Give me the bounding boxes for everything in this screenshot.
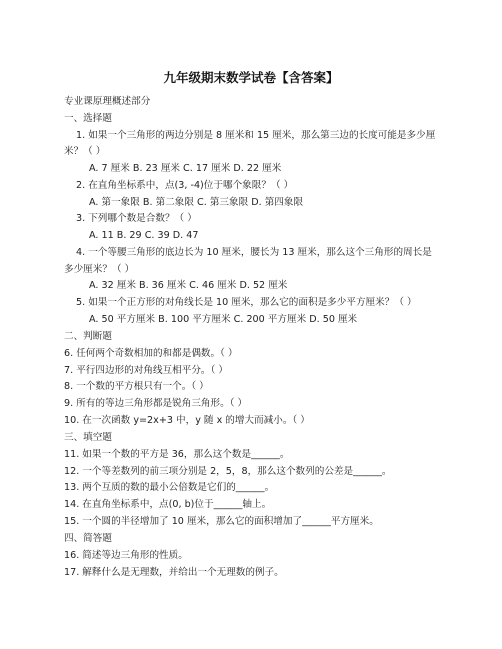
question-17: 17. 解释什么是无理数，并给出一个无理数的例子。 <box>64 567 284 578</box>
subtitle: 专业课原理概述部分 <box>64 96 151 107</box>
question-7: 7. 平行四边形的对角线互相平分。（ ） <box>64 365 228 376</box>
question-2: 2. 在直角坐标系中，点(3, -4)位于哪个象限？（ ） <box>76 180 294 191</box>
question-6: 6. 任何两个奇数相加的和都是偶数。（ ） <box>64 348 238 359</box>
question-12: 12. 一个等差数列的前三项分别是 2，5，8，那么这个数列的公差是______。 <box>64 466 392 477</box>
question-4-line-1: 4. 一个等腰三角形的底边长为 10 厘米，腰长为 13 厘米，那么这个三角形的周长是 <box>76 247 432 258</box>
section-heading-judge: 二、判断题 <box>64 331 112 342</box>
question-3-options: A. 11 B. 29 C. 39 D. 47 <box>89 230 199 241</box>
question-14: 14. 在直角坐标系中，点(0, b)位于______轴上。 <box>64 499 272 510</box>
question-4-line-2: 多少厘米？（ ） <box>64 264 135 275</box>
question-1-options: A. 7 厘米 B. 23 厘米 C. 17 厘米 D. 22 厘米 <box>89 163 282 174</box>
question-10: 10. 在一次函数 y=2x+3 中，y 随 x 的增大而减小。（ ） <box>64 415 310 426</box>
page-title: 九年级期末数学试卷【含答案】 <box>163 70 339 85</box>
question-4-options: A. 32 厘米 B. 36 厘米 C. 46 厘米 D. 52 厘米 <box>89 280 288 291</box>
question-15: 15. 一个圆的半径增加了 10 厘米，那么它的面积增加了______平方厘米。 <box>64 516 379 527</box>
question-9: 9. 所有的等边三角形都是锐角三角形。（ ） <box>64 398 248 409</box>
question-1-line-1: 1. 如果一个三角形的两边分别是 8 厘米和 15 厘米，那么第三边的长度可能是多少厘 <box>76 130 436 141</box>
question-3: 3. 下列哪个数是合数？（ ） <box>76 213 197 224</box>
question-8: 8. 一个数的平方根只有一个。（ ） <box>64 381 209 392</box>
section-heading-choice: 一、选择题 <box>64 113 112 124</box>
question-11: 11. 如果一个数的平方是 36，那么这个数是______。 <box>64 449 290 460</box>
question-5: 5. 如果一个正方形的对角线长是 10 厘米，那么它的面积是多少平方厘米？（ ） <box>76 297 417 308</box>
question-2-options: A. 第一象限 B. 第二象限 C. 第三象限 D. 第四象限 <box>89 197 304 208</box>
section-heading-short: 四、简答题 <box>64 533 112 544</box>
question-16: 16. 简述等边三角形的性质。 <box>64 550 188 561</box>
question-1-line-2: 米？（ ） <box>64 146 106 157</box>
section-heading-fill: 三、填空题 <box>64 432 112 443</box>
question-13: 13. 两个互质的数的最小公倍数是它们的______。 <box>64 482 275 493</box>
question-5-options: A. 50 平方厘米 B. 100 平方厘米 C. 200 平方厘米 D. 50 厘米 <box>89 314 358 325</box>
